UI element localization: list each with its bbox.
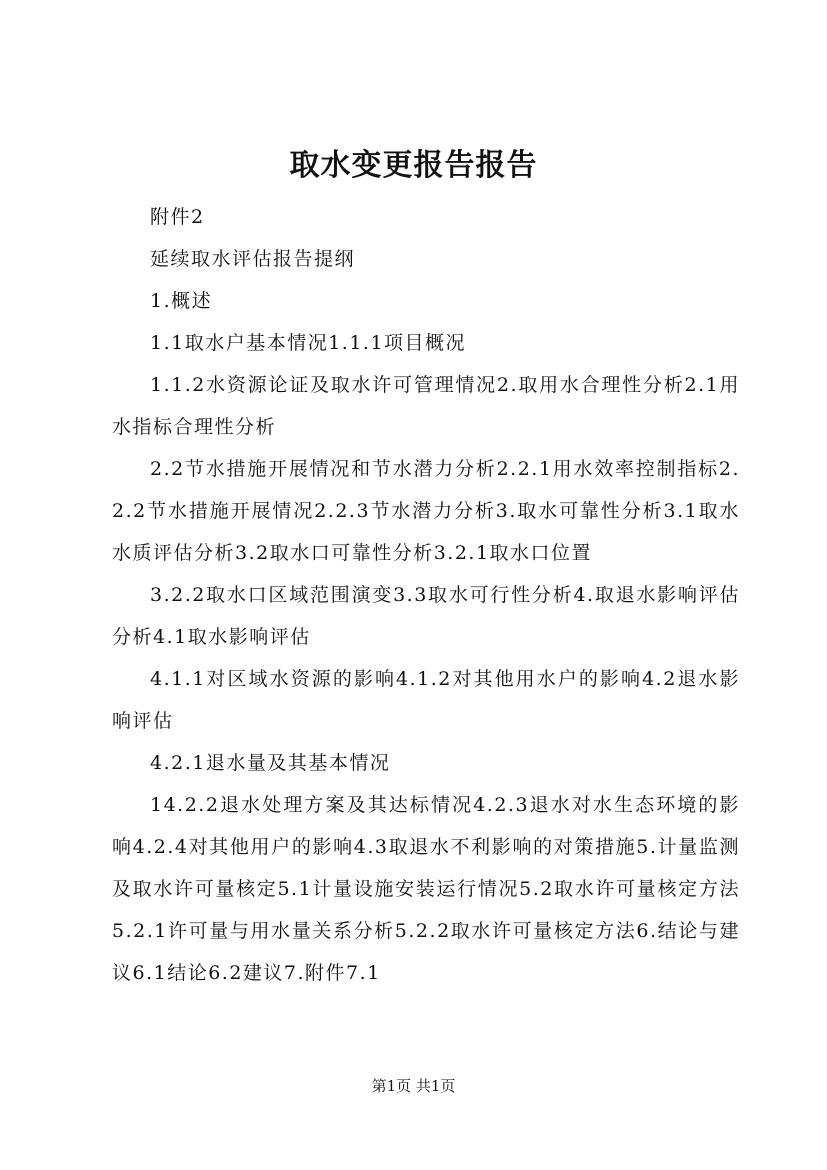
paragraph: 3.2.2取水口区域范围演变3.3取水可行性分析4.取退水影响评估分析4.1取水影响评估 bbox=[112, 584, 740, 648]
document-body bbox=[112, 196, 740, 994]
paragraph-overview: 1.概述 bbox=[150, 290, 213, 312]
paragraph: 14.2.2退水处理方案及其达标情况4.2.3退水对水生态环境的影响4.2.4对其他用户的影响4.3取退水不利影响的对策措施5.计量监测及取水许可量核定5.1计量设施安装运行情况5.2取水许可量核定方法5.2.1许可量与用水量关系分析5.2.2取水许可量核定方法6.结论与建议6.1结论6.2建议7.附件7.1 bbox=[112, 794, 740, 984]
document-title: 取水变更报告报告 bbox=[289, 148, 538, 183]
paragraph: 4.2.1退水量及其基本情况 bbox=[150, 752, 391, 774]
paragraph: 1.1取水户基本情况1.1.1项目概况 bbox=[150, 332, 467, 354]
paragraph-outline-title: 延续取水评估报告提纲 bbox=[150, 248, 356, 270]
paragraph-attachment-label: 附件2 bbox=[150, 206, 205, 228]
paragraph: 2.2节水措施开展情况和节水潜力分析2.2.1用水效率控制指标2.2.2节水措施开展情况2.2.3节水潜力分析3.取水可靠性分析3.1取水水质评估分析3.2取水口可靠性分析3.2.1取水口位置 bbox=[112, 458, 740, 564]
page-footer: 第1页 共1页 bbox=[371, 1077, 456, 1095]
paragraph: 4.1.1对区域水资源的影响4.1.2对其他用水户的影响4.2退水影响评估 bbox=[112, 668, 740, 732]
paragraph: 1.1.2水资源论证及取水许可管理情况2.取用水合理性分析2.1用水指标合理性分析 bbox=[112, 374, 740, 438]
